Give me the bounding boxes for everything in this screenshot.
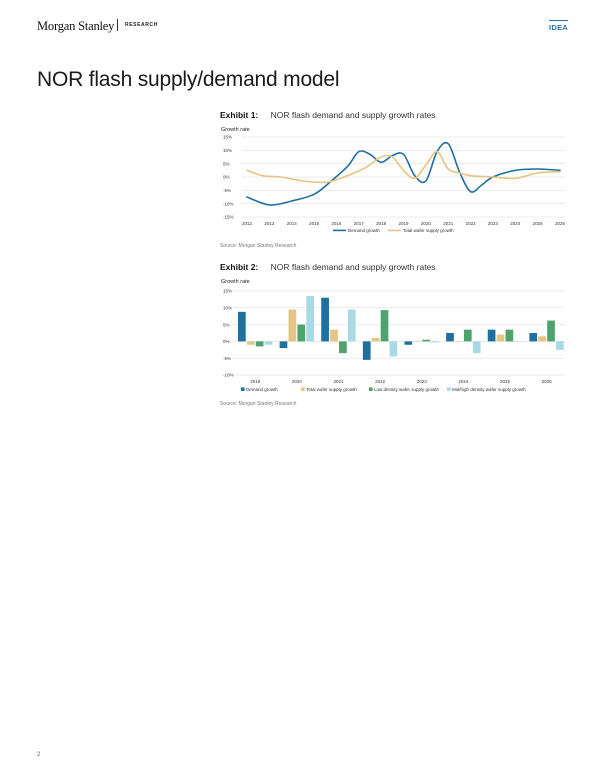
legend-swatch <box>369 387 373 391</box>
x-tick-label: 2023 <box>487 221 498 226</box>
y-tick-label: 0% <box>223 174 230 180</box>
exhibit-2-source: Source: Morgan Stanley Research <box>220 401 297 407</box>
bar-2023-series-3 <box>422 340 430 342</box>
x-tick-label: 2012 <box>241 221 253 226</box>
exhibit-1-label: Exhibit 1: <box>220 110 259 120</box>
bar-2021-series-4 <box>348 309 356 341</box>
legend-label: Demand growth <box>348 228 380 233</box>
section-label: RESEARCH <box>125 22 158 28</box>
legend-swatch <box>301 387 305 391</box>
exhibit-1-title: NOR flash demand and supply growth rates <box>270 110 436 120</box>
bar-2021-series-2 <box>330 330 338 342</box>
legend-label: Low density wafer supply growth <box>374 387 440 392</box>
x-tick-label: 2021 <box>333 379 344 384</box>
exhibit-1-heading <box>220 110 436 120</box>
y-tick-label: 5% <box>223 161 230 167</box>
y-tick-label: 15% <box>223 288 233 294</box>
bar-2020-series-3 <box>297 325 305 342</box>
y-tick-label: 10% <box>223 305 233 311</box>
bar-2019-series-1 <box>238 312 246 342</box>
y-axis-title: Growth rate <box>221 127 250 133</box>
x-tick-label: 2020 <box>291 379 302 384</box>
bar-2019-series-2 <box>247 341 255 344</box>
bar-2020-series-1 <box>280 341 288 348</box>
x-tick-label: 2016 <box>331 221 342 226</box>
series-line-demand <box>247 143 560 205</box>
bar-2020-series-2 <box>289 309 297 341</box>
bar-2022-series-3 <box>381 310 389 341</box>
exhibit-1-line-chart <box>215 124 575 239</box>
x-tick-label: 2026 <box>541 379 552 384</box>
brand-logo: Morgan Stanley <box>37 19 115 33</box>
x-tick-label: 2018 <box>376 221 387 226</box>
bar-2026-series-3 <box>547 321 555 342</box>
bar-2025-series-1 <box>488 330 496 342</box>
x-tick-label: 2020 <box>420 221 431 226</box>
bar-2019-series-3 <box>256 341 264 346</box>
y-tick-label: -5% <box>223 188 232 194</box>
page-number: 2 <box>37 752 41 758</box>
idea-tag: IDEA <box>549 20 568 32</box>
header-divider <box>117 19 118 31</box>
bar-2022-series-4 <box>390 341 398 356</box>
y-tick-label: 15% <box>223 134 233 140</box>
bar-2025-series-2 <box>497 335 505 342</box>
exhibit-2-heading <box>220 262 436 272</box>
y-tick-label: -10% <box>223 201 234 207</box>
x-tick-label: 2021 <box>443 221 454 226</box>
y-tick-label: 10% <box>223 148 233 154</box>
x-tick-label: 2025 <box>499 379 510 384</box>
bar-2023-series-4 <box>431 341 439 342</box>
legend-swatch <box>447 387 451 391</box>
bar-2024-series-4 <box>473 341 481 353</box>
exhibit-2-bar-chart <box>215 276 575 400</box>
legend-label: Total wafer supply growth <box>306 387 357 392</box>
bar-2024-series-1 <box>446 333 454 341</box>
x-tick-label: 2026 <box>554 221 566 226</box>
page-title: NOR flash supply/demand model <box>37 68 340 91</box>
legend-label: Demand growth <box>246 387 278 392</box>
legend-swatch <box>241 387 245 391</box>
x-tick-label: 2013 <box>264 221 275 226</box>
x-tick-label: 2025 <box>532 221 543 226</box>
legend-label: Total wafer supply growth <box>402 228 454 233</box>
bar-2021-series-1 <box>321 298 329 342</box>
bar-2026-series-4 <box>556 341 564 349</box>
x-tick-label: 2019 <box>250 379 261 384</box>
bar-2020-series-4 <box>306 296 314 341</box>
x-tick-label: 2022 <box>465 221 476 226</box>
bar-2026-series-2 <box>538 336 546 341</box>
legend-label: Mid/high density wafer supply growth <box>452 387 526 392</box>
x-tick-label: 2017 <box>353 221 364 226</box>
bar-2021-series-3 <box>339 341 347 353</box>
bar-2025-series-3 <box>506 330 514 342</box>
bar-2023-series-1 <box>405 341 413 344</box>
x-tick-label: 2024 <box>510 221 521 226</box>
bar-2019-series-4 <box>265 341 273 344</box>
y-axis-title: Growth rate <box>221 279 250 285</box>
x-tick-label: 2024 <box>458 379 469 384</box>
y-tick-label: -5% <box>223 355 232 361</box>
exhibit-2-label: Exhibit 2: <box>220 262 259 272</box>
x-tick-label: 2022 <box>375 379 386 384</box>
x-tick-label: 2014 <box>286 221 297 226</box>
y-tick-label: -10% <box>223 372 234 378</box>
exhibit-2-title: NOR flash demand and supply growth rates <box>270 262 436 272</box>
bar-2022-series-1 <box>363 341 371 359</box>
series-line-total-wafer-supply <box>247 152 560 183</box>
x-tick-label: 2015 <box>309 221 320 226</box>
x-tick-label: 2023 <box>416 379 427 384</box>
exhibit-1-source: Source: Morgan Stanley Research <box>220 243 297 249</box>
x-tick-label: 2019 <box>398 221 409 226</box>
y-tick-label: 5% <box>223 322 230 328</box>
bar-2026-series-1 <box>529 333 537 341</box>
y-tick-label: 0% <box>223 339 230 345</box>
y-tick-label: -15% <box>223 214 234 220</box>
bar-2024-series-3 <box>464 330 472 342</box>
bar-2022-series-2 <box>372 338 380 341</box>
